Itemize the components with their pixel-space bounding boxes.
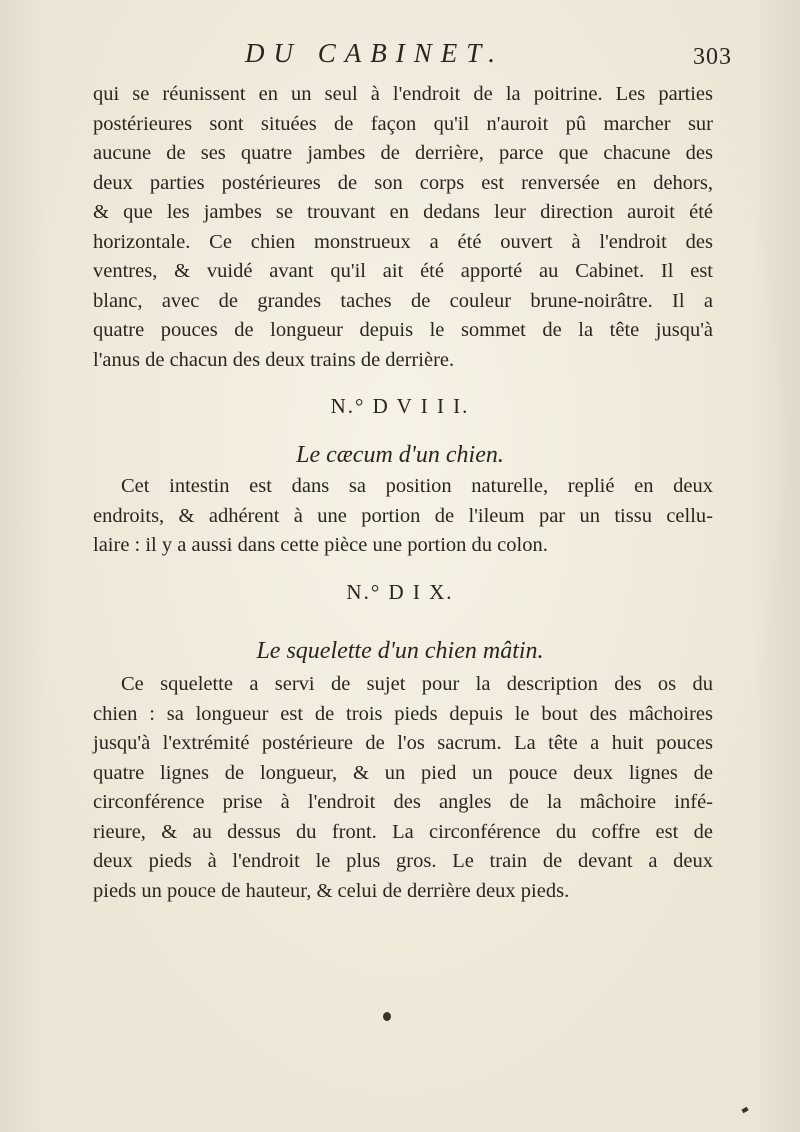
text-line: quatre pouces de longueur depuis le sommet de la tête jusqu'à: [93, 319, 713, 341]
text-line: chien : sa longueur est de trois pieds depuis le bout des mâchoires: [93, 702, 713, 725]
text-line: Cet intestin est dans sa position naturelle, replié en deux: [121, 475, 713, 497]
section-title: Le squelette d'un chien mâtin.: [256, 638, 544, 664]
text-line: qui se réunissent en un seul à l'endroit de la poitrine. Les parties: [93, 83, 713, 105]
section-number: N.° D V I I I.: [330, 394, 470, 418]
ink-spot: [383, 1012, 391, 1021]
text-line: Ce squelette a servi de sujet pour la description des os du: [121, 673, 713, 695]
section-body: [93, 670, 713, 906]
text-line: & que les jambes se trouvant en dedans leur direction auroit été: [93, 201, 713, 223]
text-line: ventres, & vuidé avant qu'il ait été apporté au Cabinet. Il est: [93, 260, 713, 282]
text-line: deux parties postérieures de son corps est renversée en dehors,: [93, 171, 713, 194]
text-line: blanc, avec de grandes taches de couleur brune-noirâtre. Il a: [93, 289, 713, 312]
text-line: l'anus de chacun des deux trains de derrière.: [93, 348, 455, 371]
text-line: pieds un pouce de hauteur, & celui de derrière deux pieds.: [93, 879, 570, 902]
text-line: laire : il y a aussi dans cette pièce une portion du colon.: [93, 534, 548, 556]
ink-mark: [741, 1107, 748, 1113]
section-number: N.° D I X.: [346, 580, 454, 604]
text-line: deux pieds à l'endroit le plus gros. Le train de devant a deux: [93, 850, 713, 872]
text-line: circonférence prise à l'endroit des angles de la mâchoire infé-: [93, 791, 713, 813]
text-line: jusqu'à l'extrémité postérieure de l'os sacrum. La tête a huit pouces: [93, 732, 713, 754]
text-line: horizontale. Ce chien monstrueux a été ouvert à l'endroit des: [93, 230, 713, 253]
running-title: DU CABINET.: [245, 38, 504, 68]
text-line: endroits, & adhérent à une portion de l'ileum par un tissu cellu-: [93, 504, 713, 527]
paragraph-continued: [93, 80, 713, 375]
text-line: rieure, & au dessus du front. La circonférence du coffre est de: [93, 820, 713, 843]
section-body: [93, 472, 713, 561]
text-line: postérieures sont situées de façon qu'il n'auroit pû marcher sur: [93, 112, 713, 135]
text-line: quatre lignes de longueur, & un pied un pouce deux lignes de: [93, 761, 713, 784]
running-head: [0, 38, 800, 78]
page-number: 303: [693, 44, 732, 70]
text-line: aucune de ses quatre jambes de derrière, parce que chacune des: [93, 142, 713, 164]
section-title: Le cæcum d'un chien.: [296, 442, 504, 468]
